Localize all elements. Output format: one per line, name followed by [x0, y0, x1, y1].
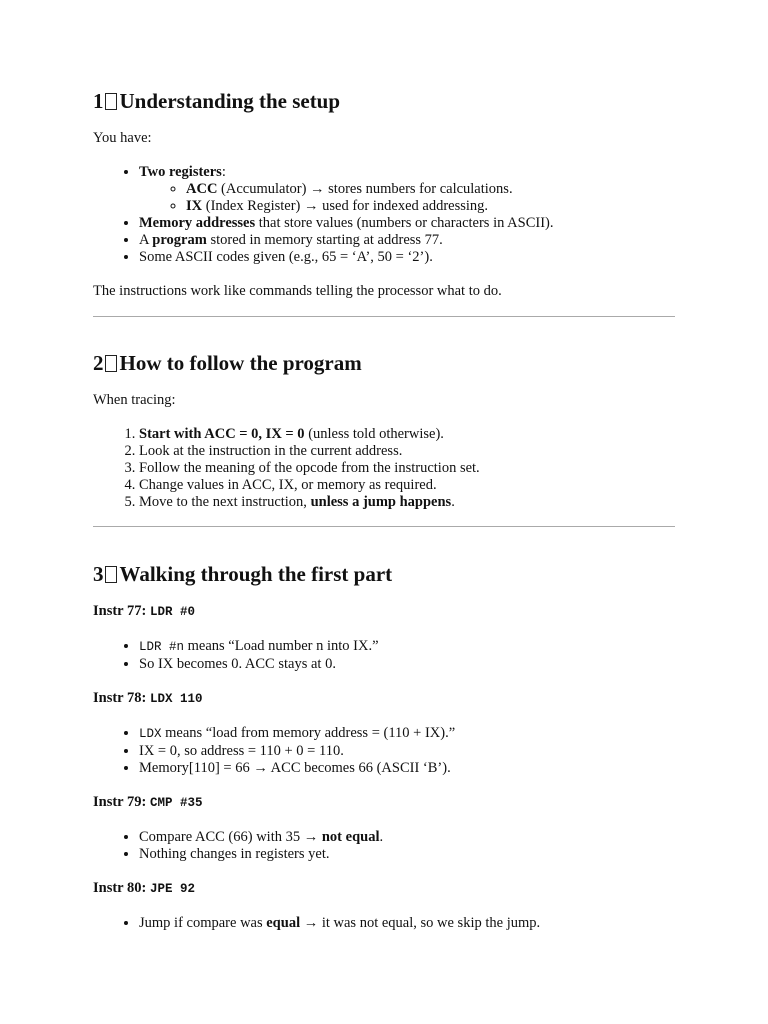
section-1-outro: The instructions work like commands telling the processor what to do.	[93, 283, 502, 299]
section-1-intro: You have:	[93, 130, 152, 146]
instr-79-heading: Instr 79: CMP #35	[93, 794, 203, 810]
instr-78-heading: Instr 78: LDX 110	[93, 690, 203, 706]
section-2-intro: When tracing:	[93, 392, 176, 408]
instr-77-heading: Instr 77: LDR #0	[93, 603, 195, 619]
divider	[93, 526, 675, 527]
list-item: 1. Start with ACC = 0, IX = 0 (unless told otherwise).	[139, 426, 675, 443]
section-3-body	[93, 603, 675, 932]
section-2-heading	[93, 350, 362, 376]
list-item: • Jump if compare was equal → it was not equal, so we skip the jump.	[139, 915, 675, 932]
keycap-box-icon	[105, 566, 117, 583]
list-item: • A program stored in memory starting at address 77.	[139, 232, 675, 249]
section-2-title: How to follow the program	[119, 351, 362, 375]
section-3-number: 3	[93, 562, 104, 586]
list-item: • LDX means “load from memory address = (110 + IX).”	[139, 725, 675, 743]
section-2-body	[93, 392, 675, 511]
list-item: • LDR #n means “Load number n into IX.”	[139, 638, 675, 656]
section-1-number: 1	[93, 89, 104, 113]
instr-80-list	[93, 915, 675, 932]
list-item: • Some ASCII codes given (e.g., 65 = ‘A’, 50 = ‘2’).	[139, 249, 675, 266]
section-1-heading	[93, 88, 340, 114]
registers-sublist	[139, 181, 675, 215]
list-item: • So IX becomes 0. ACC stays at 0.	[139, 656, 675, 673]
list-item: • Memory addresses that store values (numbers or characters in ASCII).	[139, 215, 675, 232]
instr-80-heading: Instr 80: JPE 92	[93, 880, 195, 896]
list-item: • Nothing changes in registers yet.	[139, 846, 675, 863]
list-item: 3. Follow the meaning of the opcode from the instruction set.	[139, 460, 675, 477]
list-item: 5. Move to the next instruction, unless a jump happens.	[139, 494, 675, 511]
keycap-box-icon	[105, 355, 117, 372]
section-1-body	[93, 130, 675, 300]
instr-77-list	[93, 638, 675, 673]
section-2-number: 2	[93, 351, 104, 375]
list-item: • Two registers: ◦ ACC (Accumulator) → stores numbers for calculations. ◦ IX (Index Register) → used for indexed addressing.	[139, 164, 675, 215]
list-item: • Compare ACC (66) with 35 → not equal.	[139, 829, 675, 846]
list-item: 2. Look at the instruction in the current address.	[139, 443, 675, 460]
divider	[93, 316, 675, 317]
section-1-list	[93, 164, 675, 266]
section-2-list	[93, 426, 675, 511]
list-item: • Memory[110] = 66 → ACC becomes 66 (ASCII ‘B’).	[139, 760, 675, 777]
instr-79-list	[93, 829, 675, 863]
section-1-title: Understanding the setup	[119, 89, 341, 113]
list-item: • IX = 0, so address = 110 + 0 = 110.	[139, 743, 675, 760]
list-item: ◦ IX (Index Register) → used for indexed addressing.	[186, 198, 675, 215]
list-item: 4. Change values in ACC, IX, or memory as required.	[139, 477, 675, 494]
section-3-heading	[93, 561, 392, 587]
section-3-title: Walking through the first part	[119, 562, 393, 586]
list-item: ◦ ACC (Accumulator) → stores numbers for calculations.	[186, 181, 675, 198]
instr-78-list	[93, 725, 675, 777]
keycap-box-icon	[105, 93, 117, 110]
